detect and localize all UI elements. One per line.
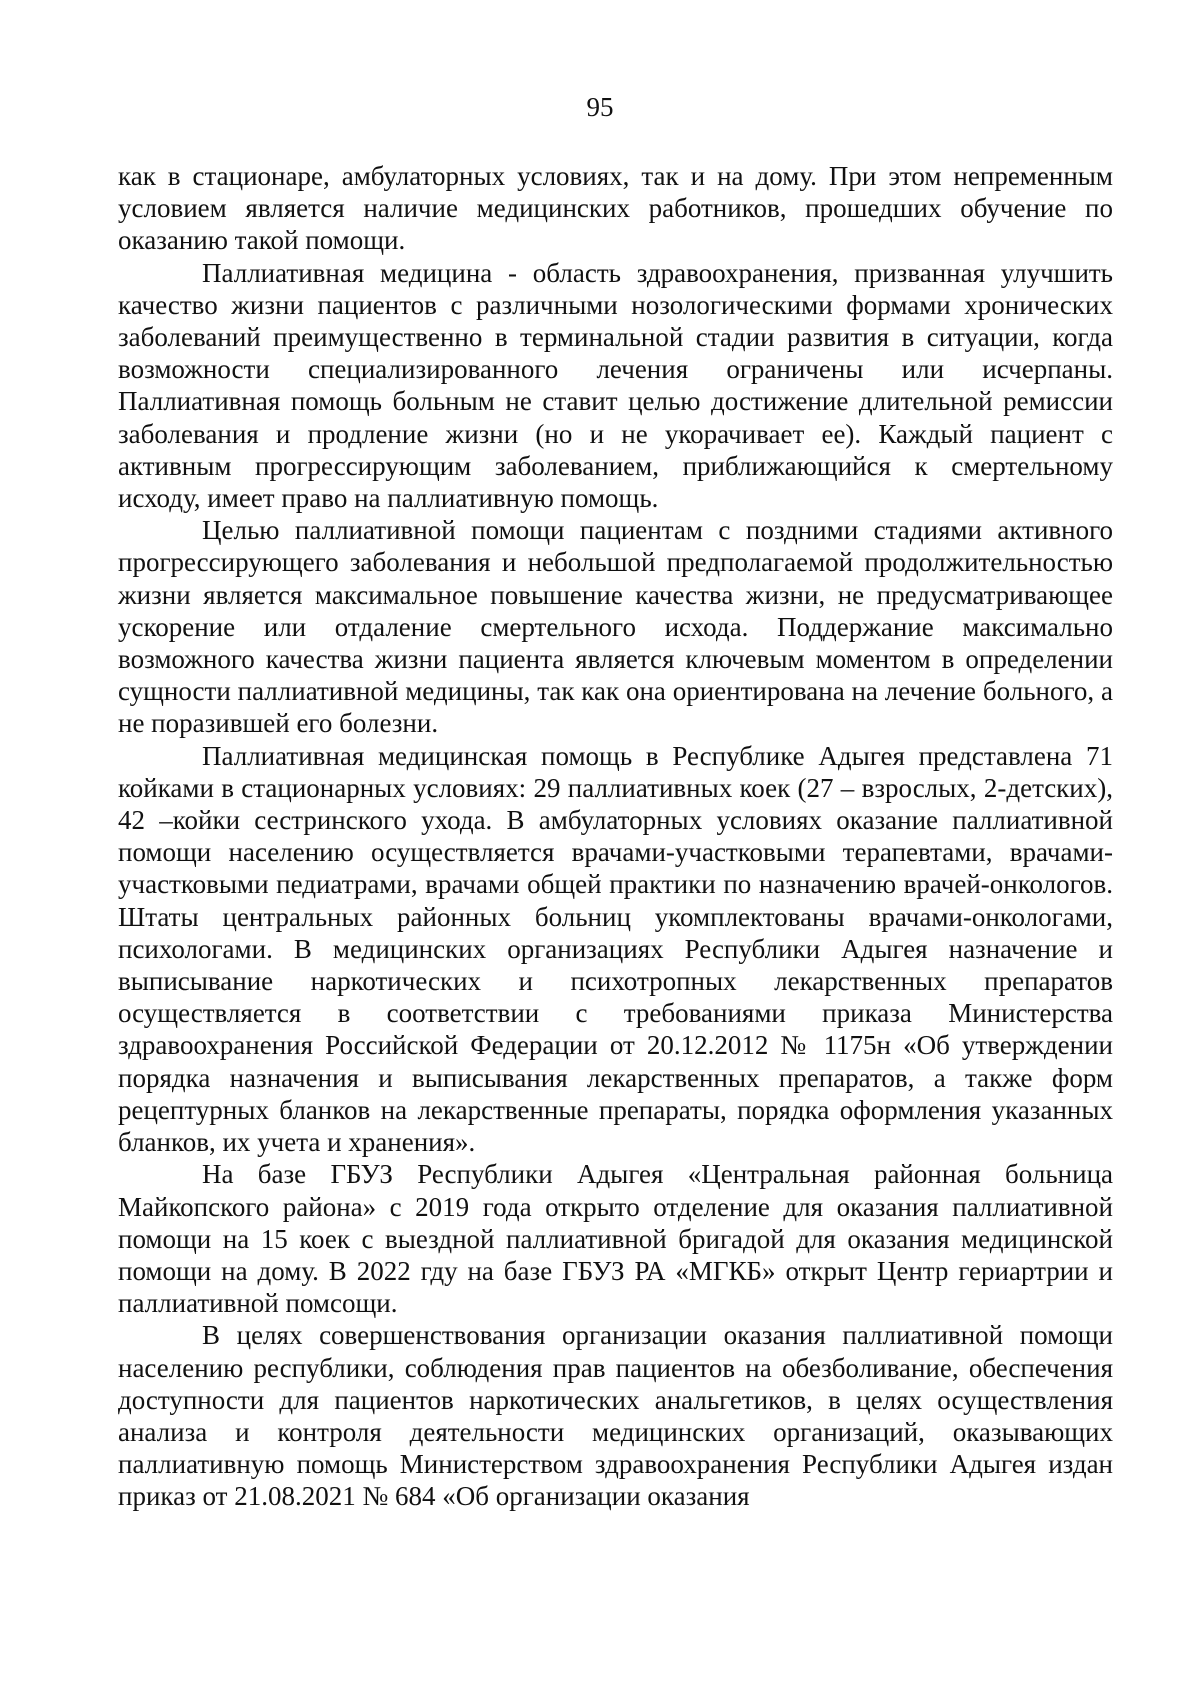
- paragraph: На базе ГБУЗ Республики Адыгея «Центральная районная больница Майкопского района» с 2019 года открыто отделение для оказания паллиативной помощи на 15 коек с выездной паллиативной бригадой для оказания медицинской помощи на дому. В 2022 гду на базе ГБУЗ РА «МГКБ» открыт Центр гериартрии и паллиативной помсощи.: [118, 1159, 1113, 1319]
- paragraph: В целях совершенствования организации оказания паллиативной помощи населению республики, соблюдения прав пациентов на обезболивание, обеспечения доступности для пациентов наркотических анальгетиков, в целях осуществления анализа и контроля деятельности медицинских организаций, оказывающих паллиативную помощь Министерством здравоохранения Республики Адыгея издан приказ от 21.08.2021 № 684 «Об организации оказания: [118, 1320, 1113, 1512]
- paragraph: Паллиативная медицина - область здравоохранения, призванная улучшить качество жизни пациентов с различными нозологическими формами хронических заболеваний преимущественно в терминальной стадии развития в ситуации, когда возможности специализированного лечения ограничены или исчерпаны. Паллиативная помощь больным не ставит целью достижение длительной ремиссии заболевания и продление жизни (но и не укорачивает ее). Каждый пациент с активным прогрессирующим заболеванием, приближающийся к смертельному исходу, имеет право на паллиативную помощь.: [118, 257, 1113, 514]
- page-number: 95: [586, 92, 614, 122]
- paragraph: Паллиативная медицинская помощь в Республике Адыгея представлена 71 койками в стационарных условиях: 29 паллиативных коек (27 – взрослых, 2-детских), 42 –койки сестринского ухода. В амбулаторных условиях оказание паллиативной помощи населению осуществляется врачами-участковыми терапевтами, врачами-участковыми педиатрами, врачами общей практики по назначению врачей-онкологов. Штаты центральных районных больниц укомплектованы врачами-онкологами, психологами. В медицинских организациях Республики Адыгея назначение и выписывание наркотических и психотропных лекарственных препаратов осуществляется в соответствии с требованиями приказа Министерства здравоохранения Российской Федерации от 20.12.2012 № 1175н «Об утверждении порядка назначения и выписывания лекарственных препаратов, а также форм рецептурных бланков на лекарственные препараты, порядка оформления указанных бланков, их учета и хранения».: [118, 740, 1113, 1158]
- paragraph: как в стационаре, амбулаторных условиях, так и на дому. При этом непременным условием является наличие медицинских работников, прошедших обучение по оказанию такой помощи.: [118, 161, 1113, 256]
- paragraph: Целью паллиативной помощи пациентам с поздними стадиями активного прогрессирующего заболевания и небольшой предполагаемой продолжительностью жизни является максимальное повышение качества жизни, не предусматривающее ускорение или отдаление смертельного исхода. Поддержание максимально возможного качества жизни пациента является ключевым моментом в определении сущности паллиативной медицины, так как она ориентирована на лечение больного, а не поразившей его болезни.: [118, 515, 1113, 739]
- document-body: [118, 160, 1113, 1513]
